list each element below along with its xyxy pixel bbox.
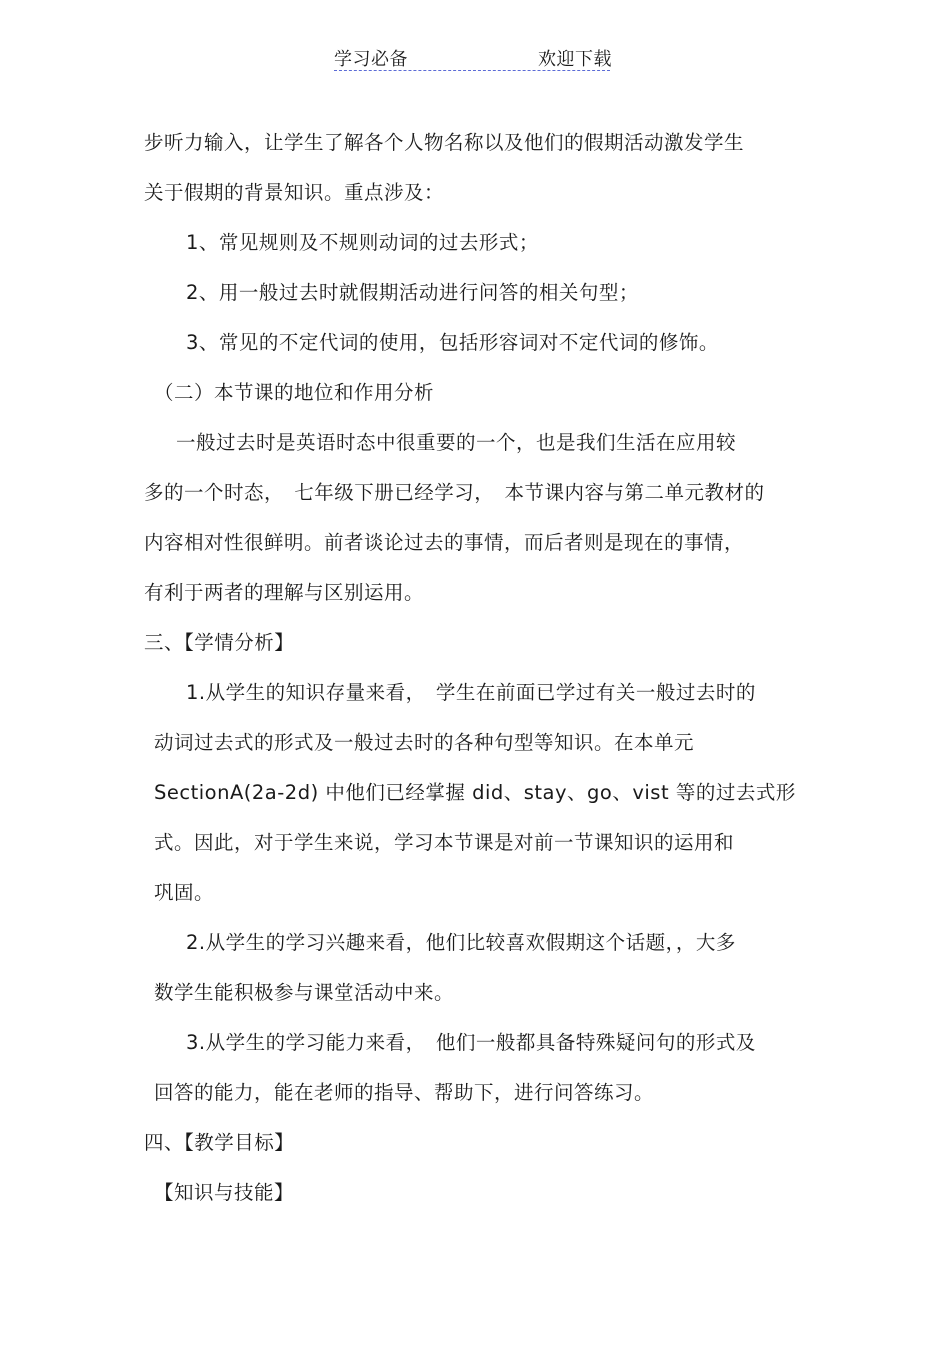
paragraph-line: 关于假期的背景知识。重点涉及： [144, 181, 445, 204]
paragraph-line: 3.从学生的学习能力来看， 他们一般都具备特殊疑问句的形式及 [186, 1031, 756, 1054]
paragraph-line: 2.从学生的学习兴趣来看，他们比较喜欢假期这个话题，，大多 [186, 931, 736, 954]
section-heading: 四、【教学目标】 [144, 1131, 295, 1154]
paragraph-line: 巩固。 [154, 881, 215, 904]
paragraph-line: 数学生能积极参与课堂活动中来。 [154, 981, 455, 1004]
list-item: 1、常见规则及不规则动词的过去形式； [186, 231, 539, 254]
list-item: 3、常见的不定代词的使用，包括形容词对不定代词的修饰。 [186, 331, 719, 354]
paragraph-line: 有利于两者的理解与区别运用。 [144, 581, 425, 604]
section-heading: 三、【学情分析】 [144, 631, 295, 654]
header-dashed-underline [334, 70, 610, 71]
paragraph-line: 内容相对性很鲜明。前者谈论过去的事情，而后者则是现在的事情， [144, 531, 745, 554]
paragraph-line: 1.从学生的知识存量来看， 学生在前面已学过有关一般过去时的 [186, 681, 756, 704]
paragraph-line: 回答的能力，能在老师的指导、帮助下，进行问答练习。 [154, 1081, 655, 1104]
paragraph-line: 动词过去式的形式及一般过去时的各种句型等知识。在本单元 [154, 731, 695, 754]
paragraph-line: SectionA(2a-2d) 中他们已经掌握 did、stay、go、vist 等的过去式形 [154, 781, 796, 804]
header-right-text: 欢迎下载 [538, 49, 612, 70]
page-header [0, 46, 950, 76]
paragraph-line: 式。因此，对于学生来说，学习本节课是对前一节课知识的运用和 [154, 831, 735, 854]
paragraph-line: 一般过去时是英语时态中很重要的一个，也是我们生活在应用较 [176, 431, 737, 454]
list-item: 2、用一般过去时就假期活动进行问答的相关句型； [186, 281, 639, 304]
section-subheading: （二）本节课的地位和作用分析 [154, 381, 435, 404]
paragraph-line: 多的一个时态， 七年级下册已经学习， 本节课内容与第二单元教材的 [144, 481, 765, 504]
paragraph-line: 步听力输入，让学生了解各个人物名称以及他们的假期活动激发学生 [144, 131, 745, 154]
section-subheading: 【知识与技能】 [154, 1181, 295, 1204]
header-left-text: 学习必备 [334, 49, 408, 70]
